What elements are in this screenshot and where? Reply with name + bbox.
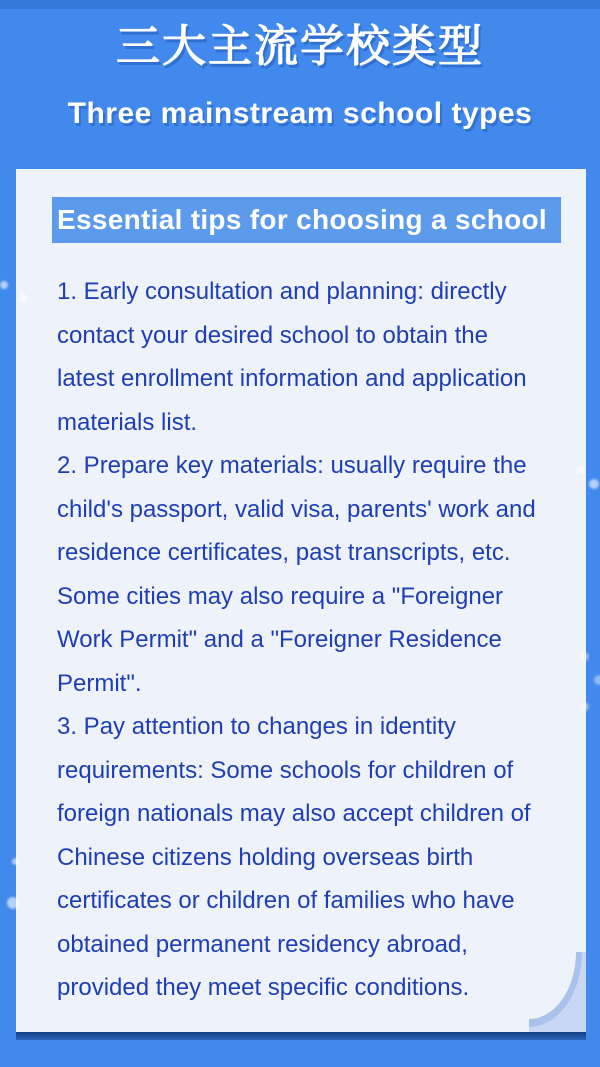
tip-paragraph: 2. Prepare key materials: usually require the child's passport, valid visa, parents' work and residence certificates, past transcripts, etc. Some cities may also require a "Foreigner Work Permit" and a "Foreigner Residence Permit".: [57, 452, 536, 697]
page-curl-surface: [529, 952, 576, 1019]
main-title-english: Three mainstream school types: [67, 97, 533, 130]
dot-decoration: [7, 897, 19, 909]
main-title-chinese: 三大主流学校类型: [116, 22, 484, 71]
header: [0, 0, 600, 130]
section-heading-bar: [52, 197, 561, 243]
dot-decoration: [577, 466, 585, 474]
dot-decoration: [594, 675, 600, 685]
dot-decoration: [19, 294, 28, 303]
section-heading-text: Essential tips for choosing a school: [57, 204, 547, 235]
dot-decoration: [12, 858, 19, 865]
tips-list: [57, 270, 551, 1010]
dot-decoration: [580, 702, 589, 711]
card-shadow: [16, 1032, 586, 1040]
dot-decoration: [580, 652, 589, 661]
content-card: [16, 169, 586, 1032]
dot-decoration: [0, 281, 8, 289]
page-curl-decoration: [529, 952, 586, 1032]
tip-paragraph: 1. Early consultation and planning: directly contact your desired school to obtain the latest enrollment information and application materials list.: [57, 278, 527, 436]
tip-paragraph: 3. Pay attention to changes in identity requirements: Some schools for children of foreign nationals may also accept children of Chinese citizens holding overseas birth certificates or children of families who have obtained permanent residency abroad, provided they meet specific conditions.: [57, 713, 531, 1001]
dot-decoration: [589, 479, 599, 489]
